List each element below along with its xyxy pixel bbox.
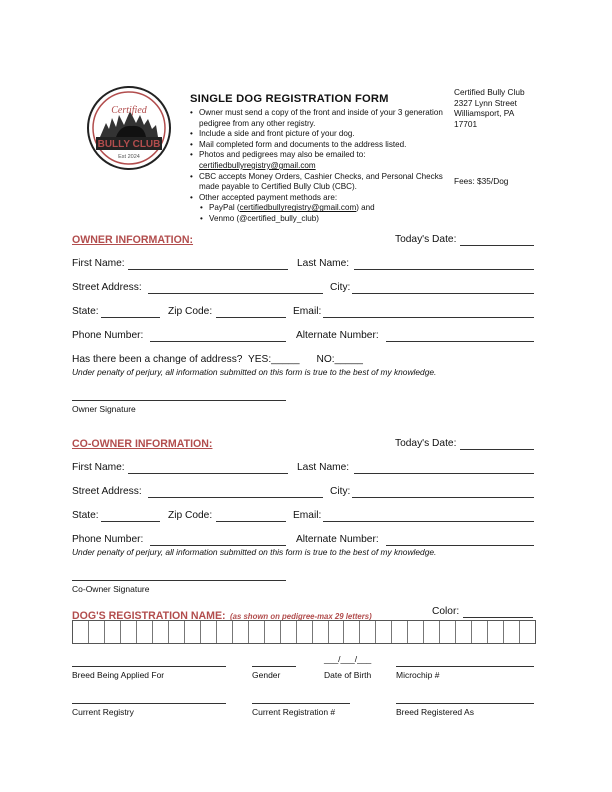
fees-text: Fees: $35/Dog [454, 176, 509, 186]
coowner-last-name-label: Last Name: [297, 462, 350, 473]
coowner-todays-date-label: Today's Date: [395, 438, 457, 449]
gender-label: Gender [252, 670, 281, 680]
dog-name-letter-box[interactable] [360, 621, 376, 643]
dog-name-letter-box[interactable] [392, 621, 408, 643]
dog-name-letter-box[interactable] [472, 621, 488, 643]
svg-text:BULLY CLUB: BULLY CLUB [97, 139, 161, 150]
owner-phone-field[interactable] [150, 341, 286, 342]
mailing-address [454, 87, 525, 129]
dog-name-letter-box[interactable] [376, 621, 392, 643]
certified-bully-club-logo [86, 85, 172, 171]
breed-registered-as-label: Breed Registered As [396, 707, 474, 717]
owner-signature-label: Owner Signature [72, 404, 136, 414]
owner-email-label: Email: [293, 306, 322, 317]
owner-todays-date-field[interactable] [460, 245, 534, 246]
dog-name-letter-box[interactable] [424, 621, 440, 643]
owner-perjury-statement: Under penalty of perjury, all information submitted on this form is true to the best of my knowledge. [72, 367, 437, 377]
color-field[interactable] [463, 617, 533, 618]
dog-name-letter-box[interactable] [185, 621, 201, 643]
svg-text:Est 2024: Est 2024 [118, 154, 140, 160]
dog-name-letter-box[interactable] [281, 621, 297, 643]
current-registration-number-label: Current Registration # [252, 707, 336, 717]
coowner-alt-phone-field[interactable] [386, 545, 534, 546]
owner-first-name-label: First Name: [72, 258, 125, 269]
address-name: Certified Bully Club [454, 87, 525, 97]
dog-name-letter-box[interactable] [265, 621, 281, 643]
owner-state-field[interactable] [101, 317, 160, 318]
owner-street-field[interactable] [148, 293, 323, 294]
owner-last-name-field[interactable] [354, 269, 534, 270]
dog-name-letter-box[interactable] [504, 621, 520, 643]
instruction-item: • Owner must send a copy of the front and inside of your 3 generation pedigree from any other registry. [186, 108, 446, 129]
dog-section-heading: DOG'S REGISTRATION NAME: [72, 610, 226, 622]
dog-name-letter-box[interactable] [121, 621, 137, 643]
owner-street-label: Street Address: [72, 282, 142, 293]
coowner-alt-phone-label: Alternate Number: [296, 534, 379, 545]
coowner-street-label: Street Address: [72, 486, 142, 497]
owner-last-name-label: Last Name: [297, 258, 350, 269]
owner-alt-phone-field[interactable] [386, 341, 534, 342]
coowner-city-field[interactable] [352, 497, 534, 498]
coowner-state-field[interactable] [101, 521, 160, 522]
date-of-birth-field[interactable]: ___/___/___ [324, 654, 372, 664]
microchip-field[interactable] [396, 666, 534, 667]
coowner-state-label: State: [72, 510, 99, 521]
dog-name-letter-box[interactable] [201, 621, 217, 643]
owner-signature-field[interactable] [72, 400, 286, 401]
dog-name-letter-box[interactable] [408, 621, 424, 643]
dog-name-letter-grid[interactable] [72, 620, 536, 644]
color-label: Color: [432, 606, 460, 617]
dog-name-letter-box[interactable] [249, 621, 265, 643]
owner-first-name-field[interactable] [128, 269, 288, 270]
dog-name-letter-box[interactable] [297, 621, 313, 643]
breed-label: Breed Being Applied For [72, 670, 165, 680]
dog-name-letter-box[interactable] [313, 621, 329, 643]
owner-todays-date-label: Today's Date: [395, 234, 457, 245]
owner-city-field[interactable] [352, 293, 534, 294]
coowner-email-label: Email: [293, 510, 322, 521]
instructions-list [186, 108, 446, 225]
owner-zip-field[interactable] [216, 317, 286, 318]
dog-name-letter-box[interactable] [233, 621, 249, 643]
owner-state-label: State: [72, 306, 99, 317]
coowner-section-heading: CO-OWNER INFORMATION: [72, 438, 213, 450]
coowner-city-label: City: [330, 486, 351, 497]
dog-name-letter-box[interactable] [440, 621, 456, 643]
coowner-signature-field[interactable] [72, 580, 286, 581]
form-title: SINGLE DOG REGISTRATION FORM [190, 93, 389, 105]
owner-alt-phone-label: Alternate Number: [296, 330, 379, 341]
breed-registered-as-field[interactable] [396, 703, 534, 704]
email-link[interactable]: certifiedbullyregistry@gmail.com [199, 160, 316, 170]
dog-name-letter-box[interactable] [488, 621, 504, 643]
dog-name-letter-box[interactable] [217, 621, 233, 643]
dog-name-letter-box[interactable] [520, 621, 535, 643]
gender-field[interactable] [252, 666, 296, 667]
owner-city-label: City: [330, 282, 351, 293]
instruction-item: • Include a side and front picture of your dog. [186, 129, 446, 140]
owner-section-heading: OWNER INFORMATION: [72, 234, 194, 246]
coowner-phone-label: Phone Number: [72, 534, 144, 545]
owner-address-change-question: Has there been a change of address? YES:_____ NO:_____ [72, 354, 363, 365]
instruction-item: • Mail completed form and documents to the address listed. [186, 140, 446, 151]
dog-name-letter-box[interactable] [344, 621, 360, 643]
instruction-item: • CBC accepts Money Orders, Cashier Checks, and Personal Checks made payable to Certified Bully Club (CBC). [186, 172, 446, 193]
breed-field[interactable] [72, 666, 226, 667]
dog-name-letter-box[interactable] [73, 621, 89, 643]
coowner-todays-date-field[interactable] [460, 449, 534, 450]
address-city: Williamsport, PA [454, 108, 515, 119]
coowner-perjury-statement: Under penalty of perjury, all information submitted on this form is true to the best of my knowledge. [72, 547, 437, 557]
instruction-item: • Photos and pedigrees may also be emailed to: certifiedbullyregistry@gmail.com [186, 150, 446, 171]
dog-name-letter-box[interactable] [456, 621, 472, 643]
coowner-last-name-field[interactable] [354, 473, 534, 474]
svg-text:Certified: Certified [111, 105, 147, 116]
dog-name-letter-box[interactable] [329, 621, 345, 643]
current-registration-number-field[interactable] [252, 703, 350, 704]
current-registry-label: Current Registry [72, 707, 134, 717]
current-registry-field[interactable] [72, 703, 226, 704]
coowner-signature-label: Co-Owner Signature [72, 584, 150, 594]
dog-name-letter-box[interactable] [153, 621, 169, 643]
coowner-zip-field[interactable] [216, 521, 286, 522]
coowner-first-name-field[interactable] [128, 473, 288, 474]
coowner-email-field[interactable] [323, 521, 534, 522]
coowner-street-field[interactable] [148, 497, 323, 498]
date-of-birth-label: Date of Birth [324, 670, 372, 680]
coowner-phone-field[interactable] [150, 545, 286, 546]
dog-name-note: (as shown on pedigree-max 29 letters) [230, 612, 372, 621]
coowner-zip-label: Zip Code: [168, 510, 213, 521]
instruction-item: • Other accepted payment methods are: [186, 193, 446, 204]
paypal-item: • PayPal (certifiedbullyregistry@gmail.com) and [186, 203, 446, 214]
dog-name-letter-box[interactable] [89, 621, 105, 643]
coowner-first-name-label: First Name: [72, 462, 125, 473]
owner-phone-label: Phone Number: [72, 330, 144, 341]
owner-zip-label: Zip Code: [168, 306, 213, 317]
dog-name-letter-box[interactable] [105, 621, 121, 643]
owner-email-field[interactable] [323, 317, 534, 318]
dog-name-letter-box[interactable] [137, 621, 153, 643]
address-zip: 17701 [454, 118, 478, 129]
dog-name-letter-box[interactable] [169, 621, 185, 643]
address-street: 2327 Lynn Street [454, 97, 517, 108]
paypal-email-link[interactable]: certifiedbullyregistry@gmail.com [239, 203, 357, 213]
venmo-item: • Venmo (@certified_bully_club) [186, 214, 446, 225]
microchip-label: Microchip # [396, 670, 440, 680]
